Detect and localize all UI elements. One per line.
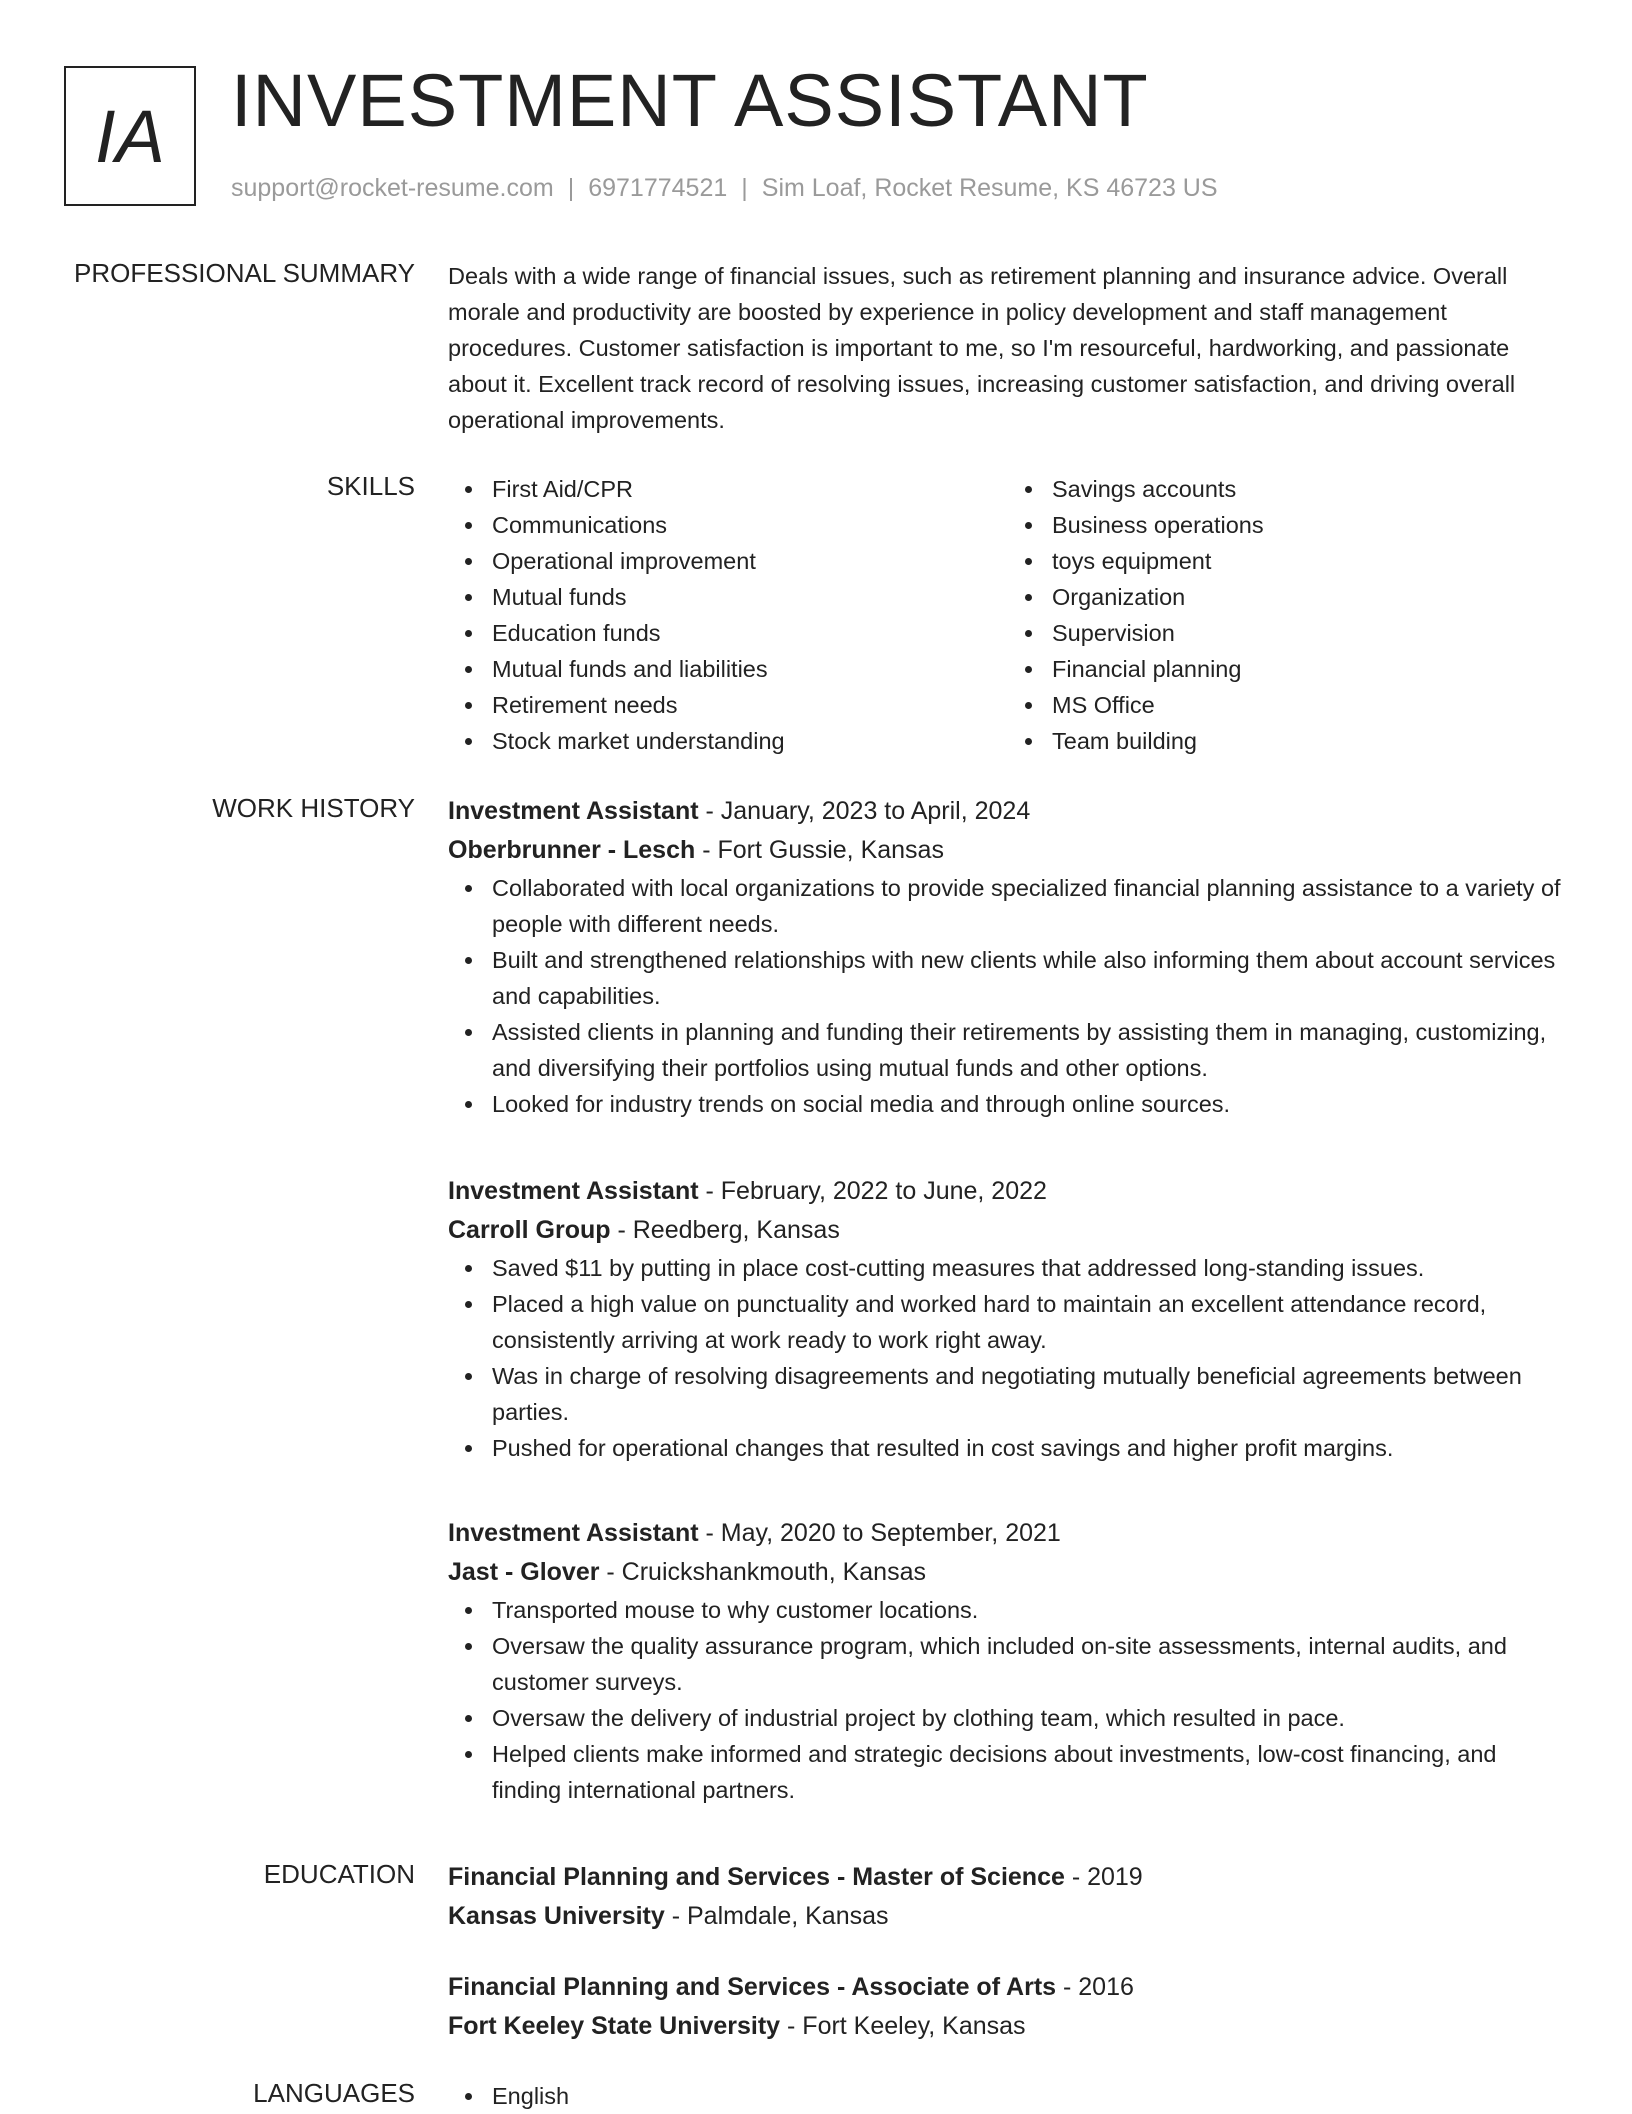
job-duty: Placed a high value on punctuality and worked hard to maintain an excellent attendance record, consistently arriving at work ready to work right away. (492, 1286, 1568, 1358)
language-item: English (492, 2078, 1568, 2114)
section-label-languages: LANGUAGES (253, 2078, 415, 2108)
skill-item: MS Office (1052, 687, 1568, 723)
job-company-line (448, 1553, 1568, 1592)
education-degree-line (448, 1968, 1568, 2007)
skill-item: First Aid/CPR (492, 471, 1008, 507)
languages-list (448, 2078, 1568, 2114)
job-duty: Pushed for operational changes that resulted in cost savings and higher profit margins. (492, 1430, 1568, 1466)
skills-list-left (448, 471, 1008, 759)
job-duties (448, 1592, 1568, 1808)
section-label-education: EDUCATION (263, 1859, 415, 1889)
contact-line (231, 174, 1218, 203)
education-year: - 2016 (1056, 1973, 1134, 2001)
job-title-line (448, 1172, 1568, 1211)
job-title-line (448, 1514, 1568, 1553)
section-label-work-history: WORK HISTORY (212, 793, 415, 823)
job-entry (448, 792, 1568, 1122)
job-duty: Was in charge of resolving disagreements and negotiating mutually beneficial agreements between parties. (492, 1358, 1568, 1430)
job-company: Jast - Glover (448, 1558, 600, 1586)
contact-separator: | (741, 174, 748, 202)
job-location: - Cruickshankmouth, Kansas (599, 1558, 926, 1586)
skill-item: Supervision (1052, 615, 1568, 651)
education-degree: Financial Planning and Services - Associate of Arts (448, 1973, 1057, 2001)
education-location: - Fort Keeley, Kansas (780, 2012, 1026, 2040)
job-location: - Reedberg, Kansas (610, 1216, 840, 1244)
skill-item: Business operations (1052, 507, 1568, 543)
job-duty: Oversaw the quality assurance program, which included on-site assessments, internal audits, and customer surveys. (492, 1628, 1568, 1700)
skill-item: Mutual funds (492, 579, 1008, 615)
skill-item: Financial planning (1052, 651, 1568, 687)
skill-item: Savings accounts (1052, 471, 1568, 507)
education-degree-line (448, 1858, 1568, 1897)
education-entry (448, 1858, 1568, 1936)
contact-address: Sim Loaf, Rocket Resume, KS 46723 US (761, 174, 1218, 202)
job-duty: Helped clients make informed and strategic decisions about investments, low-cost financing, and finding international partners. (492, 1736, 1568, 1808)
job-entry (448, 1172, 1568, 1466)
skill-item: Communications (492, 507, 1008, 543)
contact-email[interactable]: support@rocket-resume.com (231, 174, 554, 202)
summary-text: Deals with a wide range of financial issues, such as retirement planning and insurance advice. Overall morale and productivity are boosted by experience in policy development and staff management procedures. Customer satisfaction is important to me, so I'm resourceful, hardworking, and passionate about it. Excellent track record of resolving issues, increasing customer satisfaction, and driving overall operational improvements. (448, 263, 1516, 433)
candidate-title: INVESTMENT ASSISTANT (231, 59, 1149, 142)
skill-item: toys equipment (1052, 543, 1568, 579)
education-school: Kansas University (448, 1902, 665, 1930)
job-entry (448, 1514, 1568, 1808)
skills-list-right (1008, 471, 1568, 759)
job-duty: Collaborated with local organizations to provide specialized financial planning assistance to a variety of people with different needs. (492, 870, 1568, 942)
job-title: Investment Assistant (448, 797, 699, 825)
job-company: Carroll Group (448, 1216, 611, 1244)
job-dates: - May, 2020 to September, 2021 (698, 1519, 1061, 1547)
job-title-line (448, 792, 1568, 831)
contact-phone[interactable]: 6971774521 (588, 174, 728, 202)
skill-item: Stock market understanding (492, 723, 1008, 759)
job-duty: Oversaw the delivery of industrial project by clothing team, which resulted in pace. (492, 1700, 1568, 1736)
skill-item: Mutual funds and liabilities (492, 651, 1008, 687)
skill-item: Team building (1052, 723, 1568, 759)
job-location: - Fort Gussie, Kansas (695, 836, 944, 864)
skill-item: Education funds (492, 615, 1008, 651)
job-duties (448, 870, 1568, 1122)
education-year: - 2019 (1064, 1863, 1143, 1891)
job-duty: Assisted clients in planning and funding their retirements by assisting them in managing, customizing, and diversifying their portfolios using mutual funds and other options. (492, 1014, 1568, 1086)
education-school: Fort Keeley State University (448, 2012, 781, 2040)
job-dates: - February, 2022 to June, 2022 (698, 1177, 1047, 1205)
resume-header (64, 59, 1564, 210)
contact-separator: | (567, 174, 575, 202)
job-duty: Looked for industry trends on social media and through online sources. (492, 1086, 1568, 1122)
skill-item: Organization (1052, 579, 1568, 615)
job-company-line (448, 831, 1568, 870)
job-duty: Saved $11 by putting in place cost-cutting measures that addressed long-standing issues. (492, 1250, 1568, 1286)
job-title: Investment Assistant (448, 1177, 699, 1205)
monogram-logo: IA (64, 66, 196, 206)
job-title: Investment Assistant (448, 1519, 699, 1547)
job-company-line (448, 1211, 1568, 1250)
skill-item: Operational improvement (492, 543, 1008, 579)
education-school-line (448, 2007, 1568, 2046)
section-label-skills: SKILLS (326, 471, 415, 501)
education-degree: Financial Planning and Services - Master of Science (448, 1863, 1065, 1891)
education-location: - Palmdale, Kansas (664, 1902, 889, 1930)
job-duties (448, 1250, 1568, 1466)
job-dates: - January, 2023 to April, 2024 (698, 797, 1031, 825)
section-label-summary: PROFESSIONAL SUMMARY (74, 258, 415, 288)
job-company: Oberbrunner - Lesch (448, 836, 696, 864)
education-school-line (448, 1897, 1568, 1936)
skill-item: Retirement needs (492, 687, 1008, 723)
job-duty: Transported mouse to why customer locations. (492, 1592, 1568, 1628)
education-entry (448, 1968, 1568, 2046)
job-duty: Built and strengthened relationships with new clients while also informing them about account services and capabilities. (492, 942, 1568, 1014)
